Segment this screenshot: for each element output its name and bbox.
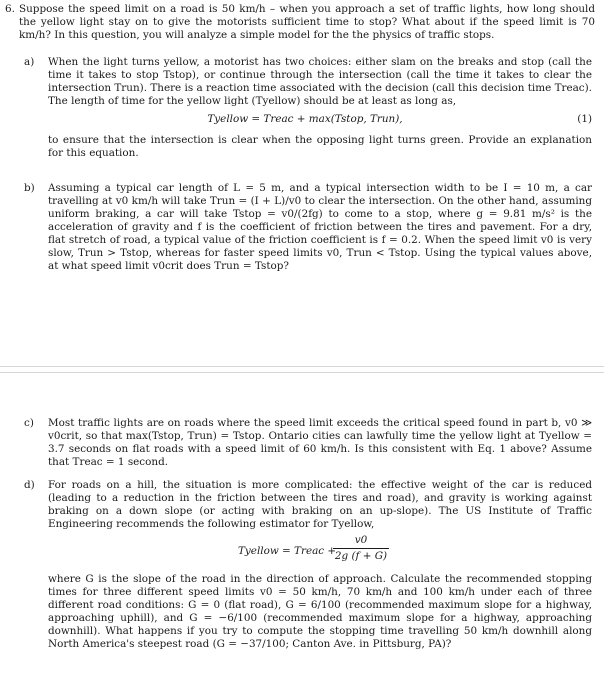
part-a-text: When the light turns yellow, a motorist has two choices: either slam on the breaks and stop (call the time it takes to stop Tstop), or continue through the intersection (call the time it takes to clear the intersection Trun). There is a reaction time associated with the decision (call this decision time Treac). The length of time for the yellow light (Tyellow) should be at least as long as, — [48, 56, 592, 107]
part-d-label: d) — [24, 479, 35, 491]
part-c-text: Most traffic lights are on roads where the speed limit exceeds the critical speed found in part b, v0 ≫ v0crit, so that max(Tstop, Trun) = Tstop. Ontario cities can lawfully time the yellow light at Tyellow = 3.7 seconds on flat roads with a speed limit of 60 km/h. Is this consistent with Eq. 1 above? Assume that Treac = 1 second. — [48, 417, 592, 468]
estimator-numerator: v0 — [333, 534, 389, 549]
question-number: 6. — [5, 3, 15, 15]
part-b-text: Assuming a typical car length of L = 5 m, and a typical intersection width to be I = 10 m, a car travelling at v0 km/h will take Trun = (I + L)/v0 to clear the intersection. On the other hand, assuming uniform braking, a car will take Tstop = v0/(2fg) to come to a stop, where g = 9.81 m/s² is the acceleration of gravity and f is the coefficient of friction between the tires and pavement. For a dry, flat stretch of road, a typical value of the friction coefficient is f = 0.2. When the speed limit v0 is very slow, Trun > Tstop, whereas for faster speed limits v0, Trun < Tstop. Using the typical values above, at what speed limit v0crit does Trun = Tstop? — [48, 182, 592, 272]
part-a — [24, 56, 592, 160]
estimator-fraction — [333, 534, 389, 563]
page-bottom — [0, 373, 604, 687]
part-b — [24, 182, 592, 273]
estimator-denominator: 2g (f + G) — [334, 550, 388, 562]
equation-1 — [48, 108, 592, 134]
part-d — [24, 479, 592, 651]
equation-yellow-estimator — [48, 531, 592, 573]
question-header — [5, 3, 595, 42]
part-a-after: to ensure that the intersection is clear when the opposing light turns green. Provide an explanation for this equation. — [48, 134, 592, 159]
part-a-label: a) — [24, 56, 35, 68]
part-d-text: For roads on a hill, the situation is more complicated: the effective weight of the car is reduced (leading to a reduction in the friction between the tires and road), and gravity is working against braking on a down slope (or acting with braking on an up-slope). The US Institute of Traffic Engineering recommends the following estimator for Tyellow, — [48, 479, 592, 530]
equation-1-text: Tyellow = Treac + max(Tstop, Trun), — [207, 113, 403, 125]
part-c-label: c) — [24, 417, 34, 429]
estimator-lhs: Tyellow = Treac + — [238, 545, 337, 557]
equation-1-number: (1) — [577, 113, 592, 125]
page-break — [0, 366, 604, 373]
question-intro: Suppose the speed limit on a road is 50 km/h – when you approach a set of traffic lights, how long should the yellow light stay on to give the motorists sufficient time to stop? What about if the speed limit is 70 km/h? In this question, you will analyze a simple model for the the physics of traffic stops. — [19, 3, 595, 41]
part-d-after: where G is the slope of the road in the direction of approach. Calculate the recommended stopping times for three different speed limits v0 = 50 km/h, 70 km/h and 100 km/h under each of three different road conditions: G = 0 (flat road), G = 6/100 (recommended maximum slope for a highway, approaching uphill), and G = −6/100 (recommended maximum slope for a highway, approaching downhill). What happens if you try to compute the stopping time travelling 50 km/h downhill along North America's steepest road (G = −37/100; Canton Ave. in Pittsburg, PA)? — [48, 573, 592, 650]
part-b-label: b) — [24, 182, 35, 194]
part-c — [24, 417, 592, 469]
